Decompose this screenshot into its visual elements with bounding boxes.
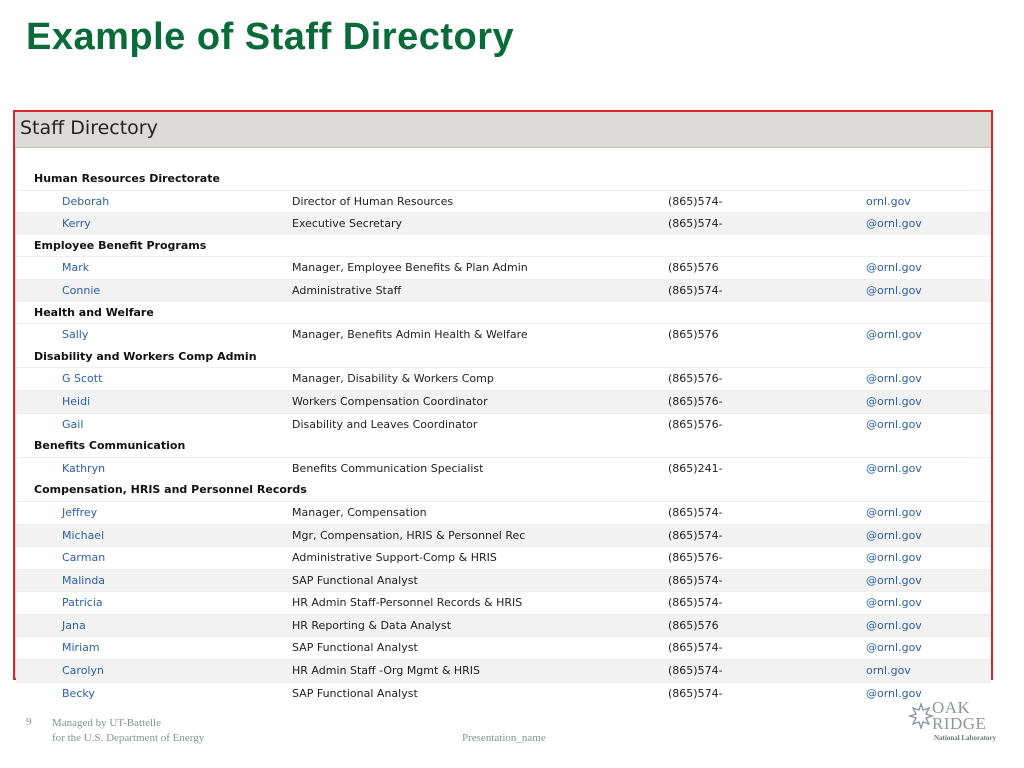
footer-line-2: for the U.S. Department of Energy (52, 732, 205, 744)
section-label: Employee Benefit Programs (34, 238, 207, 252)
person-phone: (865)576 (668, 328, 719, 342)
person-name-link[interactable]: Malinda (62, 573, 106, 587)
person-name-link[interactable]: Mark (62, 261, 90, 275)
person-phone: (865)574- (668, 664, 723, 678)
table-row (16, 390, 991, 413)
oak-ridge-logo (906, 700, 998, 746)
directory-list (16, 168, 991, 704)
person-email-link[interactable]: @ornl.gov (866, 217, 922, 231)
person-phone: (865)576 (668, 261, 719, 275)
directory-header-bar (15, 112, 991, 148)
person-phone: (865)574- (668, 596, 723, 610)
person-phone: (865)576- (668, 372, 723, 386)
table-row (16, 591, 991, 614)
person-name-link[interactable]: Kathryn (62, 461, 106, 475)
person-name-link[interactable]: Kerry (62, 217, 91, 231)
table-row (16, 256, 991, 279)
person-email-link[interactable]: @ornl.gov (866, 573, 922, 587)
page-number: 9 (26, 716, 32, 728)
person-phone: (865)574- (668, 194, 723, 208)
section-header (16, 479, 991, 501)
person-name-link[interactable]: Michael (62, 528, 105, 542)
person-email-link[interactable]: @ornl.gov (866, 528, 922, 542)
table-row (16, 546, 991, 569)
table-row (16, 190, 991, 213)
table-row (16, 636, 991, 659)
person-title: HR Admin Staff -Org Mgmt & HRIS (292, 664, 481, 678)
table-row (16, 501, 991, 524)
person-email-link[interactable]: @ornl.gov (866, 596, 922, 610)
table-row (16, 367, 991, 390)
person-name-link[interactable]: Heidi (62, 394, 91, 408)
person-title: HR Admin Staff-Personnel Records & HRIS (292, 596, 523, 610)
person-name-link[interactable]: Jana (62, 618, 86, 632)
person-phone: (865)241- (668, 461, 723, 475)
person-phone: (865)574- (668, 573, 723, 587)
staff-directory-screenshot (13, 110, 993, 700)
person-email-link[interactable]: ornl.gov (866, 664, 911, 678)
person-title: HR Reporting & Data Analyst (292, 618, 452, 632)
person-name-link[interactable]: Connie (62, 283, 101, 297)
person-name-link[interactable]: Patricia (62, 596, 103, 610)
logo-word-ridge: RIDGE (932, 714, 987, 733)
table-row (16, 569, 991, 592)
person-title: Administrative Staff (292, 283, 402, 297)
person-email-link[interactable]: @ornl.gov (866, 686, 922, 700)
table-row (16, 524, 991, 547)
table-row (16, 279, 991, 302)
person-email-link[interactable]: @ornl.gov (866, 641, 922, 655)
person-email-link[interactable]: @ornl.gov (866, 417, 922, 431)
table-row (16, 682, 991, 705)
person-name-link[interactable]: Gail (62, 417, 84, 431)
section-label: Benefits Communication (34, 439, 186, 453)
section-header (16, 235, 991, 257)
person-title: Manager, Benefits Admin Health & Welfare (292, 328, 528, 342)
person-phone: (865)576- (668, 394, 723, 408)
section-label: Compensation, HRIS and Personnel Records (34, 483, 307, 497)
section-header (16, 168, 991, 190)
person-phone: (865)576- (668, 551, 723, 565)
table-row (16, 323, 991, 346)
section-header (16, 302, 991, 324)
person-name-link[interactable]: G Scott (62, 372, 103, 386)
table-row (16, 659, 991, 682)
person-title: Workers Compensation Coordinator (292, 394, 488, 408)
person-email-link[interactable]: @ornl.gov (866, 551, 922, 565)
person-phone: (865)574- (668, 217, 723, 231)
person-name-link[interactable]: Carman (62, 551, 106, 565)
person-email-link[interactable]: @ornl.gov (866, 372, 922, 386)
leaf-icon (908, 702, 934, 730)
person-title: Manager, Employee Benefits & Plan Admin (292, 261, 528, 275)
person-title: Disability and Leaves Coordinator (292, 417, 478, 431)
person-title: Administrative Support-Comp & HRIS (292, 551, 497, 565)
person-title: Director of Human Resources (292, 194, 454, 208)
footer-line-1: Managed by UT-Battelle (52, 717, 161, 729)
person-email-link[interactable]: @ornl.gov (866, 618, 922, 632)
person-phone: (865)574- (668, 283, 723, 297)
presentation-name: Presentation_name (462, 732, 546, 744)
section-header (16, 435, 991, 457)
person-email-link[interactable]: @ornl.gov (866, 283, 922, 297)
section-header (16, 346, 991, 368)
person-title: Mgr, Compensation, HRIS & Personnel Rec (292, 528, 526, 542)
person-email-link[interactable]: ornl.gov (866, 194, 911, 208)
section-label: Human Resources Directorate (34, 172, 220, 185)
logo-subtitle: National Laboratory (934, 734, 997, 742)
person-name-link[interactable]: Deborah (62, 194, 110, 208)
person-title: SAP Functional Analyst (292, 686, 418, 700)
person-name-link[interactable]: Miriam (62, 641, 100, 655)
section-label: Health and Welfare (34, 305, 154, 319)
person-title: Manager, Compensation (292, 505, 427, 519)
person-email-link[interactable]: @ornl.gov (866, 461, 922, 475)
person-email-link[interactable]: @ornl.gov (866, 505, 922, 519)
person-title: SAP Functional Analyst (292, 641, 418, 655)
logo-word-oak: OAK (932, 698, 971, 717)
person-name-link[interactable]: Becky (62, 686, 95, 700)
person-phone: (865)574- (668, 528, 723, 542)
person-phone: (865)576- (668, 417, 723, 431)
directory-header-title: Staff Directory (20, 117, 158, 139)
table-row (16, 457, 991, 480)
table-row (16, 413, 991, 436)
person-name-link[interactable]: Jeffrey (62, 505, 98, 519)
section-label: Disability and Workers Comp Admin (34, 349, 257, 363)
person-email-link[interactable]: @ornl.gov (866, 394, 922, 408)
directory-body (15, 148, 991, 700)
person-phone: (865)574- (668, 505, 723, 519)
person-phone: (865)574- (668, 686, 723, 700)
table-row (16, 614, 991, 637)
person-title: Manager, Disability & Workers Comp (292, 372, 494, 386)
person-email-link[interactable]: @ornl.gov (866, 261, 922, 275)
person-phone: (865)574- (668, 641, 723, 655)
person-title: Executive Secretary (292, 217, 402, 231)
footer-managed-by (52, 716, 204, 746)
person-phone: (865)576 (668, 618, 719, 632)
slide-title: Example of Staff Directory (26, 16, 515, 58)
person-title: Benefits Communication Specialist (292, 461, 484, 475)
person-name-link[interactable]: Sally (62, 328, 89, 342)
person-title: SAP Functional Analyst (292, 573, 418, 587)
table-row (16, 212, 991, 235)
person-email-link[interactable]: @ornl.gov (866, 328, 922, 342)
person-name-link[interactable]: Carolyn (62, 664, 104, 678)
